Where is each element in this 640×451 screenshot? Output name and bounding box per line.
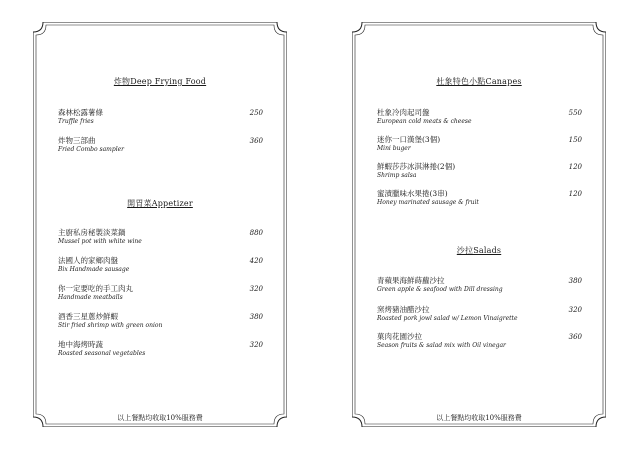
- section-title-salads: 沙拉Salads: [456, 246, 502, 255]
- item-name-en: Handmade meatballs: [58, 294, 123, 301]
- item-name-zh: 窯烤豬油醋沙拉: [377, 305, 430, 314]
- item-name-zh: 酒香三星蔥炒鮮蝦: [58, 312, 118, 321]
- menu-item: [377, 276, 582, 293]
- item-name-zh: 鮮蝦莎莎冰淇淋捲(2個): [377, 162, 456, 171]
- service-charge-note: 以上餐點均收取10%服務費: [117, 414, 203, 422]
- item-price: 320: [568, 306, 582, 314]
- section-title-canapes: 杜象特色小點Canapes: [436, 77, 522, 86]
- item-name-zh: 蜜漬臘味水果捲(3串): [377, 189, 448, 198]
- item-name-en: Truffle fries: [58, 118, 94, 125]
- service-charge-note: 以上餐點均收取10%服務費: [436, 414, 522, 422]
- menu-item: [58, 136, 263, 153]
- item-price: 880: [249, 229, 263, 237]
- item-price: 320: [249, 285, 263, 293]
- item-price: 360: [568, 333, 582, 341]
- item-price: 550: [568, 109, 582, 117]
- menu-item: [377, 332, 582, 349]
- item-name-en: Stir fried shrimp with green onion: [58, 322, 163, 329]
- section-title-appetizer: 開胃菜Appetizer: [127, 199, 193, 208]
- item-price: 380: [568, 277, 582, 285]
- menu-item: [58, 108, 263, 125]
- item-name-zh: 青蘋果海鮮蒔蘿沙拉: [377, 276, 445, 285]
- item-name-en: European cold meats & cheese: [377, 118, 472, 125]
- menu-item: [58, 256, 263, 273]
- menu-item: [58, 284, 263, 301]
- item-price: 320: [249, 341, 263, 349]
- menu-item: [58, 340, 263, 357]
- item-name-zh: 主廚私房秘製淡菜鍋: [58, 228, 126, 237]
- menu-item: [58, 312, 263, 329]
- menu-item: [58, 228, 263, 245]
- item-name-zh: 炸物三部曲: [58, 136, 96, 145]
- menu-page-right: [352, 22, 606, 427]
- menu-item: [377, 189, 582, 206]
- item-name-zh: 你一定要吃的手工肉丸: [58, 284, 133, 293]
- menu-item: [377, 135, 582, 152]
- item-price: 360: [249, 137, 263, 145]
- item-name-zh: 迷你一口漢堡(3個): [377, 135, 441, 144]
- item-name-en: Roasted seasonal vegetables: [58, 350, 146, 357]
- item-name-en: Roasted pork jowl salad w/ Lemon Vinaigrette: [377, 315, 518, 322]
- item-name-en: Season fruits & salad mix with Oil vinegar: [377, 342, 506, 349]
- section-title-deep-frying: 炸物Deep Frying Food: [113, 77, 207, 86]
- item-price: 150: [568, 136, 582, 144]
- menu-item: [377, 162, 582, 179]
- item-name-en: Green apple & seafood with Dill dressing: [377, 286, 503, 293]
- item-name-zh: 森林松露薯條: [58, 108, 103, 117]
- item-name-en: Fried Combo sampler: [58, 146, 125, 153]
- menu-page-left: [33, 22, 287, 427]
- item-name-zh: 杜象冷肉起司盤: [377, 108, 430, 117]
- item-name-en: Mini buger: [377, 145, 411, 152]
- menu-item: [377, 305, 582, 322]
- item-name-en: Honey marinated sausage & fruit: [377, 199, 479, 206]
- item-price: 250: [249, 109, 263, 117]
- item-price: 420: [249, 257, 263, 265]
- menu-item: [377, 108, 582, 125]
- item-name-zh: 地中海烤時蔬: [58, 340, 103, 349]
- item-name-zh: 法國人的家鄉肉盤: [58, 256, 118, 265]
- item-price: 380: [249, 313, 263, 321]
- item-price: 120: [568, 163, 582, 171]
- item-name-zh: 菓肉花園沙拉: [377, 332, 422, 341]
- item-price: 120: [568, 190, 582, 198]
- item-name-en: Shrimp salsa: [377, 172, 417, 179]
- item-name-en: Mussel pot with white wine: [58, 238, 142, 245]
- item-name-en: Bix Handmade sausage: [58, 266, 130, 273]
